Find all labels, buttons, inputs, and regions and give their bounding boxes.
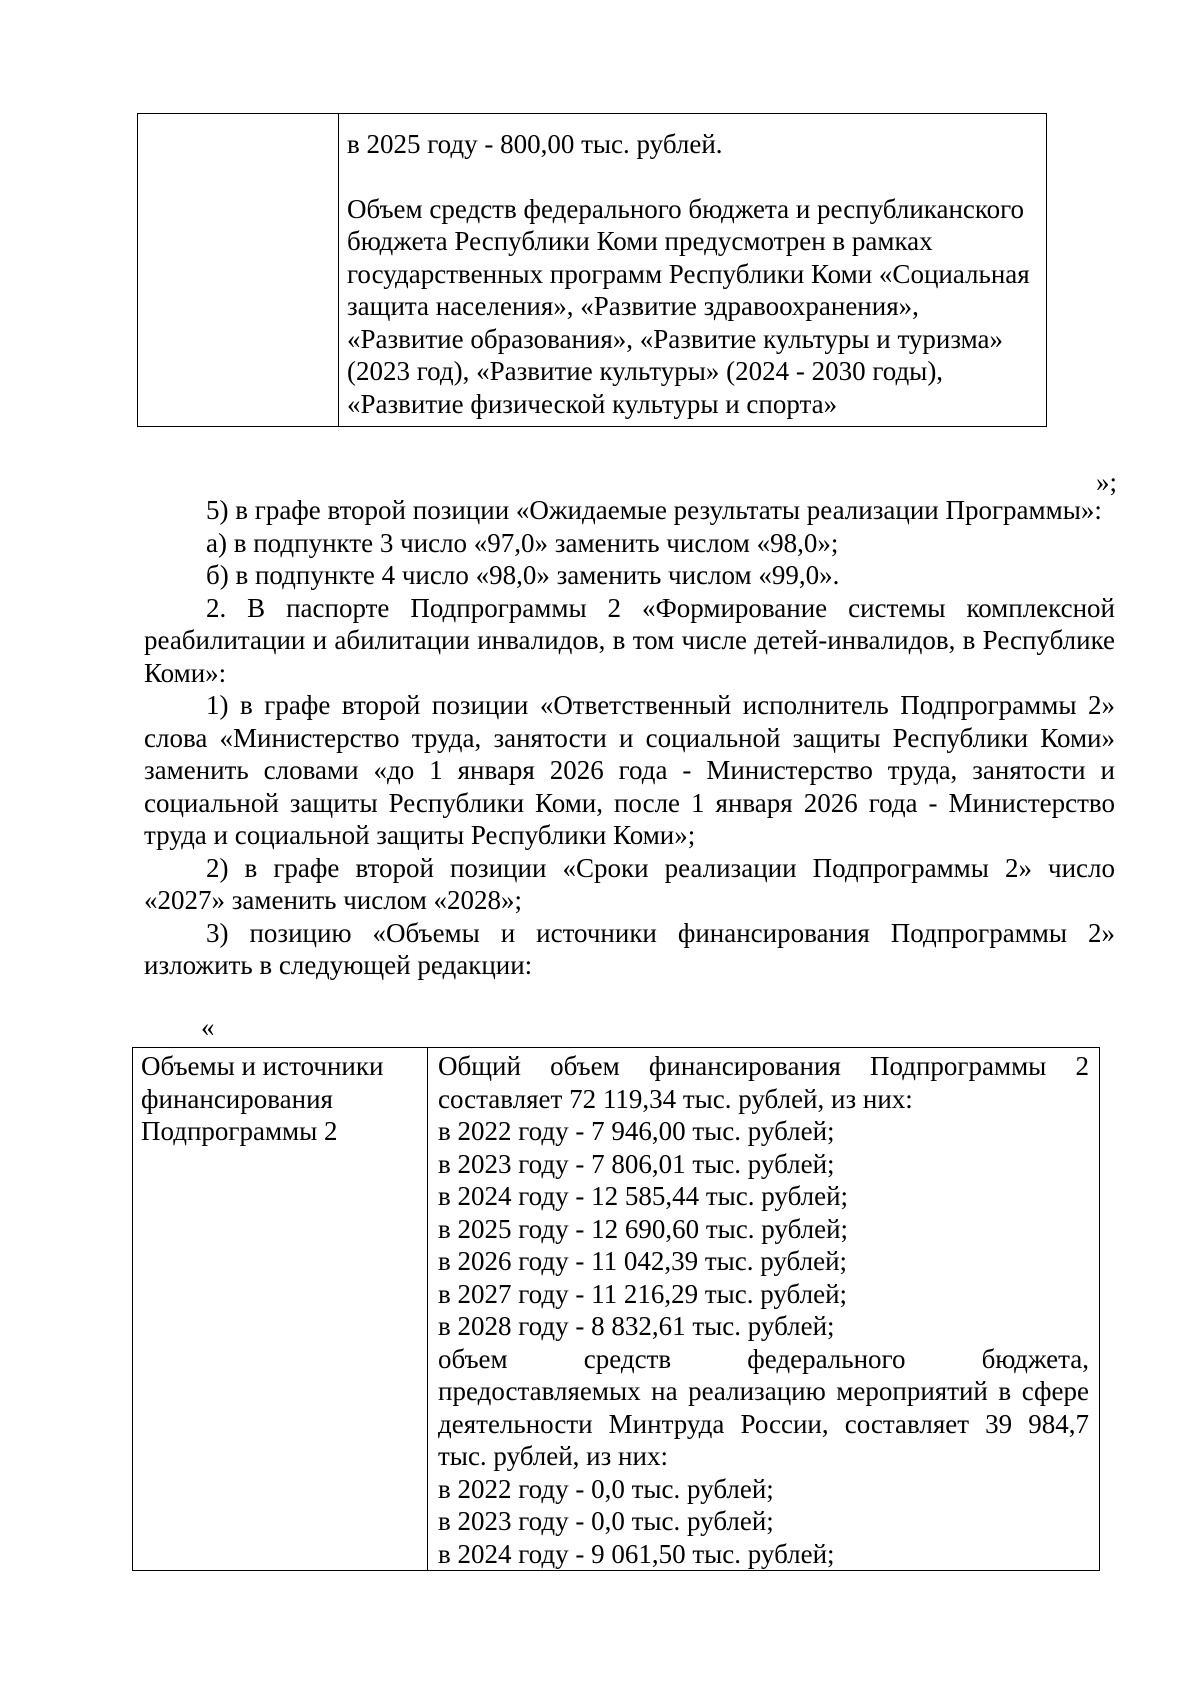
table1-funding-note: Объем средств федерального бюджета и республиканского бюджета Республики Коми предусмотрен в рамках государственных программ Республики Коми «Социальная защита населения», «Развитие здравоохранения», «Развитие образования», «Развитие культуры и туризма» (2023 год), «Развитие культуры» (2024 - 2030 годы), «Развитие физической культуры и спорта»	[347, 193, 1030, 419]
table2-year-line: в 2023 году - 7 806,01 тыс. рублей;	[438, 1148, 835, 1179]
paragraph-2-1: 1) в графе второй позиции «Ответственный исполнитель Подпрограммы 2» слова «Министерство труда, занятости и социальной защиты Республики Коми» заменить словами «до 1 января 2026 года - Министерство труда, занятости и социальной защиты Республики Коми, после 1 января 2026 года - Министерство труда и социальной защиты Республики Коми»;	[144, 690, 1115, 850]
table1-right-cell	[339, 114, 1047, 427]
paragraph-5: 5) в графе второй позиции «Ожидаемые результаты реализации Программы»:	[206, 495, 1102, 525]
subprogram-2-funding-table	[132, 1047, 1100, 1571]
table2-year-line: в 2022 году - 7 946,00 тыс. рублей;	[438, 1116, 835, 1146]
table2-left-cell: Объемы и источники финансирования Подпрограммы 2	[133, 1048, 428, 1571]
table2-year-line: в 2025 году - 12 690,60 тыс. рублей;	[438, 1213, 849, 1244]
table1-line-2025: в 2025 году - 800,00 тыс. рублей.	[347, 129, 723, 159]
table2-year-line: в 2027 году - 11 216,29 тыс. рублей;	[438, 1278, 848, 1309]
paragraph-5a: а) в подпункте 3 число «97,0» заменить числом «98,0»;	[206, 527, 839, 558]
table2-right-cell	[428, 1048, 1100, 1571]
paragraph-2-2: 2) в графе второй позиции «Сроки реализации Подпрограммы 2» число «2027» заменить числом «2028»;	[144, 852, 1115, 915]
table2-federal-intro: объем средств федерального бюджета, предоставляемых на реализацию мероприятий в сфере деятельности Минтруда России, составляет 39 984,7 тыс. рублей, из них:	[438, 1343, 1089, 1471]
paragraph-2-3: 3) позицию «Объемы и источники финансирования Подпрограммы 2» изложить в следующей редакции:	[144, 917, 1115, 980]
opening-quote: «	[201, 1012, 215, 1042]
table2-intro: Общий объем финансирования Подпрограммы 2 составляет 72 119,34 тыс. рублей, из них:	[438, 1051, 1089, 1114]
table2-federal-year-line: в 2024 году - 9 061,50 тыс. рублей;	[438, 1538, 835, 1569]
paragraph-5b: б) в подпункте 4 число «98,0» заменить числом «99,0».	[206, 560, 840, 590]
table2-year-line: в 2026 году - 11 042,39 тыс. рублей;	[438, 1246, 848, 1276]
table1-left-cell	[138, 114, 339, 427]
table2-federal-year-line: в 2022 году - 0,0 тыс. рублей;	[438, 1473, 774, 1504]
table2-year-line: в 2024 году - 12 585,44 тыс. рублей;	[438, 1181, 849, 1211]
table2-federal-year-line: в 2023 году - 0,0 тыс. рублей;	[438, 1506, 774, 1536]
paragraph-2: 2. В паспорте Подпрограммы 2 «Формирование системы комплексной реабилитации и абилитации инвалидов, в том числе детей-инвалидов, в Республике Коми»:	[144, 592, 1115, 688]
funding-table-continuation	[137, 113, 1047, 427]
closing-quote: »;	[1095, 467, 1117, 497]
table2-year-line: в 2028 году - 8 832,61 тыс. рублей;	[438, 1311, 835, 1341]
body-text	[144, 494, 1115, 982]
